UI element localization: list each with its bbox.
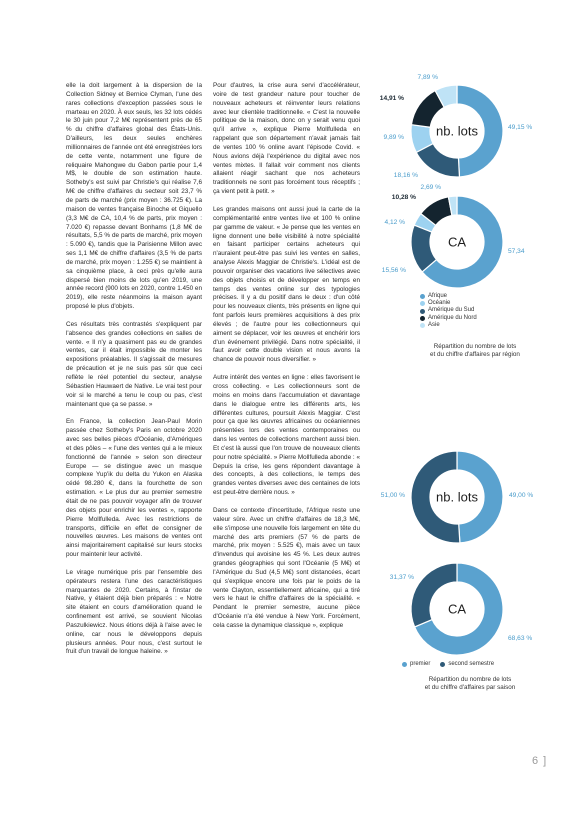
- slice-data-label: 9,89 %: [383, 134, 404, 141]
- region-caption: [390, 343, 560, 359]
- paragraph: elle la doit largement à la dispersion de la Collection Sidney et Bernice Clyman, l'une des rares collections d'exception passées sous le marteau en 2020. À eux seuls, les 32 lots cédés le 30 juin pour 7,2 M€ représentent près de 65 % du chiffre d'affaires global des États-Unis. D'ailleurs, les deux seules enchères millionnaires de l'année ont été enregistrées lors de cette vente, notamment une figure de reliquaire Mahongwe du Gabon partie pour 1,4 M$, le double de son estimation haute. Sotheby's est suivi par Christie's qui réalise 7,6 M€ de chiffre d'affaires du secteur soit 23,7 % de parts de marché (prix moyen : 36.725 €). La maison de ventes française Binoche et Giquello (3,3 M€ de CA, 10,4 % de parts, prix moyen : 7.020 €) repasse devant Bonhams (1,8 M€ de résultats, 5,5 % de parts de marché, prix moyen : 5.090 €), tandis que la Parisienne Millon avec ses 1,1 M€ de chiffre d'affaires (3,5 % de parts de marché, prix moyen : 1.255 €) se maintient à sa cinquième place, à ceci près qu'elle aura dispersé bien moins de lots qu'en 2019, une année record (900 lots en 2020, contre 1.450 en 2019), elle reste néanmoins la maison ayant proposé le plus d'objets.: [66, 82, 202, 311]
- legend-swatch: [420, 309, 425, 314]
- text-column-right: [213, 82, 360, 640]
- paragraph: Dans ce contexte d'incertitude, l'Afrique reste une valeur sûre. Avec un chiffre d'affaires de 18,3 M€, elle s'impose une nouvelle fois largement en tête du marché des arts premiers (57 % de parts de marché, prix moyen : 5.525 €), mais avec un taux d'invendus qui avoisine les 45 %. Les deux autres grandes géographies qui sont l'Océanie (5 M€) et l'Amérique du Sud (4,5 M€) sont distancées, écart qui s'explique encore une fois par le poids de la vente Clayton, essentiellement africaine, qui a tiré vers le haut le chiffre d'affaires de la spécialité. « Pendant le premier semestre, aucune pièce d'Océanie n'a été vendue à New York. Forcément, cela casse la dynamique classique », explique: [213, 506, 360, 629]
- legend-swatch: [420, 323, 425, 328]
- paragraph: Le virage numérique pris par l'ensemble des opérateurs restera l'une des caractéristiques marquantes de 2020. Certains, à l'instar de Native, y étaient déjà bien préparés : « Notre site étaient en cours d'amélioration quand le confinement est arrivé, se souvient Nicolas Paszulkiewicz. Nous étions déjà à l'aise avec le online, car nous le développons depuis plusieurs années. Pour nous, c'est surtout le fruit d'un travail de longue haleine. »: [66, 568, 202, 656]
- slice-data-label: 14,91 %: [379, 95, 404, 102]
- legend-label: Amérique du Nord: [428, 314, 477, 321]
- legend-item: [420, 293, 477, 300]
- semester-legend: [402, 661, 494, 668]
- legend-item: [420, 322, 477, 329]
- slice-data-label: 68,63 %: [508, 635, 533, 642]
- page-number: 6 ]: [532, 755, 548, 767]
- region-donut-charts: [360, 60, 560, 300]
- legend-swatch: [420, 301, 425, 306]
- donut-center-label: nb. lots: [436, 123, 478, 139]
- slice-data-label: 7,89 %: [417, 74, 438, 81]
- legend-item: [402, 661, 430, 668]
- slice-data-label: 49,15 %: [508, 124, 533, 131]
- slice-data-label: 15,56 %: [381, 267, 406, 274]
- legend-item: [440, 661, 494, 668]
- slice-data-label: 51,00 %: [380, 492, 405, 499]
- slice-data-label: 2,69 %: [420, 184, 441, 191]
- legend-label: Afrique: [428, 293, 448, 299]
- donut-center-label: CA: [447, 601, 467, 617]
- paragraph: Autre intérêt des ventes en ligne : elles favorisent le cross collecting. « Les collectionneurs sont de moins en moins dans l'accumulation et davantage dans le dialogue entre les différents arts, les différentes cultures, poursuit Alexis Maggiar. C'est pour ça que les œuvres africaines ou océaniennes présentées lors des ventes contemporaines ou dans les ventes de collections marchent aussi bien. Et c'est là aussi que l'on trouve de nouveaux clients pour notre spécialité. » Pierre Mollfulleda abonde : « Depuis la crise, les gens répondent davantage à des concepts, à des collections, le temps des grandes ventes diverses avec des centaines de lots est peut-être derrière nous. »: [213, 374, 360, 497]
- legend-swatch: [440, 662, 445, 667]
- legend-label: Océanie: [428, 300, 451, 307]
- paragraph: Les grandes maisons ont aussi joué la carte de la complémentarité entre ventes live et 100 % online par gamme de valeur. « Je pense que les ventes en ligne donnent une belle visibilité à notre spécialité en faisant participer certains acheteurs qui n'auraient peut-être pas suivi les ventes en salles, analyse Alexis Maggiar de Christie's. L'idéal est de pouvoir organiser des vacations live sélectives avec des objets choisis et de développer en temps en temps des ventes online sur des typologies précises. Il y a du positif dans le deux : d'un côté pour les nouveaux clients, très présents en ligne qui font parfois leurs premières acquisitions à des prix élevés ; de l'autre pour les collectionneurs qui aiment se déplacer, voir les œuvres et enchérir lors d'un événement privilégié. Dans notre spécialité, il faut avoir cette double vision et nous avons la chance de pouvoir nous diversifier. »: [213, 205, 360, 364]
- slice-data-label: 4,12 %: [384, 219, 405, 226]
- slice-data-label: 31,37 %: [389, 574, 414, 581]
- legend-item: [420, 315, 477, 322]
- region-legend: [420, 293, 477, 329]
- slice-data-label: 49,00 %: [509, 492, 534, 499]
- legend-swatch: [420, 316, 425, 321]
- legend-swatch: [420, 294, 425, 299]
- paragraph: En France, la collection Jean-Paul Morin passée chez Sotheby's Paris en octobre 2020 avec ses belles pièces d'Océanie, d'Amériques et des pôles – « l'une des ventes qui a le mieux fonctionné de l'année » selon son directeur Europe — se distingue avec un masque complexe Yup'ik du delta du Yukon en Alaska cédé 98.280 €, dans la fourchette de son estimation. « Le plus dur au premier semestre était de ne pas pouvoir voyager afin de trouver des objets pour enrichir les ventes », rapporte Pierre Mollfulleda. Avec les restrictions de transports, difficile en effet de consigner de nouvelles œuvres. Les maisons de ventes ont ainsi majoritairement capitalisé sur leurs stocks pour maintenir leur activité.: [66, 418, 202, 559]
- slice-data-label: 18,16 %: [393, 172, 418, 179]
- caption-line: et du chiffre d'affaires par saison: [424, 684, 516, 691]
- semester-caption: [385, 676, 555, 692]
- legend-label: Asie: [428, 321, 440, 328]
- legend-item: [420, 300, 477, 307]
- legend-label: second semestre: [448, 661, 495, 667]
- caption-line: et du chiffre d'affaires par région: [430, 351, 520, 358]
- legend-swatch: [402, 662, 407, 667]
- legend-item: [420, 307, 477, 314]
- slice-data-label: 10,28 %: [391, 194, 416, 201]
- legend-label: premier: [410, 661, 431, 667]
- slice-data-label: 57,34: [508, 248, 525, 255]
- legend-label: Amérique du Sud: [428, 307, 475, 314]
- semester-donut-charts: [360, 442, 560, 672]
- charts-panel: [360, 60, 560, 760]
- donut-center-label: CA: [447, 234, 467, 250]
- donut-center-label: nb. lots: [436, 489, 478, 505]
- text-column-left: [66, 82, 202, 666]
- paragraph: Pour d'autres, la crise aura servi d'accélérateur, voire de test grandeur nature pour toucher de nouveaux acheteurs et réinventer leurs relations avec leur clientèle traditionnelle. « C'est la nouvelle politique de la maison, donc on y serait venu quoi qu'il arrive », explique Pierre Mollfulleda en rappelant que son département n'avait jamais fait de ventes 100 % online avant l'épisode Covid. « Nous avions déjà l'expérience du digital avec nos ventes mixtes. Il fallait voir comment nos clients allaient réagir sachant que nos acheteurs traditionnels ne sont pas forcément tous réceptifs ; ça vient petit à petit. »: [213, 82, 360, 196]
- paragraph: Ces résultats très contrastés s'expliquent par l'absence des grandes collections en salles de vente. « Il n'y a quasiment pas eu de grandes ventes, car il était impossible de monter les expositions préalables. Il s'agissait de mesures de précaution et je ne suis pas sûr que ceci reflète le réel potentiel du secteur, analyse Sébastien Hauwaert de Native. Le vrai test pour voir si le marché a tenu le coup ou pas, c'est maintenant que ça se passe. »: [66, 320, 202, 408]
- caption-line: Répartition du nombre de lots: [428, 676, 512, 683]
- caption-line: Répartition du nombre de lots: [433, 343, 517, 350]
